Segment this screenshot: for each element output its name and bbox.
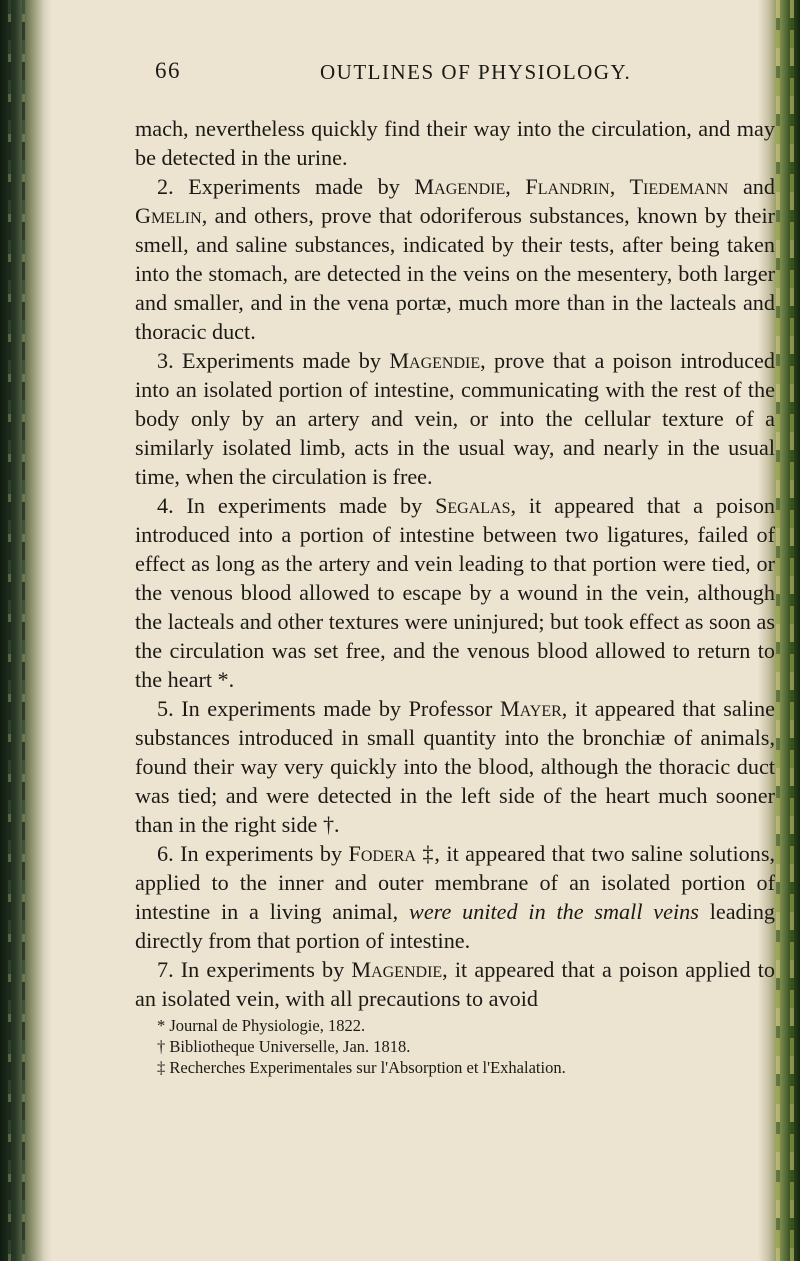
body-text xyxy=(135,114,775,1013)
scan-left-stripe xyxy=(8,0,11,1261)
paragraph-2-lead: 2. Experiments made by xyxy=(157,174,415,199)
scan-left-edge xyxy=(0,0,52,1261)
paragraph-2-and: and xyxy=(728,174,775,199)
paragraph-6-lead: 6. In experiments by xyxy=(157,841,349,866)
paragraph-7-lead: 7. In experiments by xyxy=(157,957,352,982)
paragraph-5 xyxy=(135,694,775,839)
scan-right-stripe xyxy=(790,0,794,1261)
paragraph-4-lead: 4. In experiments made by xyxy=(157,493,436,518)
paragraph-3 xyxy=(135,346,775,491)
paragraph-6 xyxy=(135,839,775,955)
paragraph-7-text: , it appeared that a poison applied to an isolated vein, with all precautions to avoid xyxy=(135,957,775,1011)
scan-left-stripe xyxy=(22,0,25,1261)
paragraph-7 xyxy=(135,955,775,1013)
paragraph-2 xyxy=(135,172,775,346)
footnote: ‡ Recherches Experimentales sur l'Absorption et l'Exhalation. xyxy=(157,1058,566,1077)
paragraph-3-text: , prove that a poison introduced into an isolated portion of intestine, communicating with the rest of the body only by an artery and vein, or into the cellular texture of a similarly isolated limb, acts in the usual way, and nearly in the usual time, when the circulation is free. xyxy=(135,348,775,489)
paragraph-continuation: mach, nevertheless quickly find their way into the circulation, and may be detected in the urine. xyxy=(135,116,775,170)
footnotes xyxy=(135,1015,775,1078)
page-number: 66 xyxy=(155,58,181,83)
paragraph-3-lead: 3. Experiments made by xyxy=(157,348,390,373)
page-header xyxy=(135,58,775,98)
paragraph-5-text: , it appeared that saline substances introduced in small quantity into the bronchiæ of animals, found their way very quickly into the blood, although the thoracic duct was tied; and were detected in the left side of the heart much sooner than in the right side †. xyxy=(135,696,775,837)
author-name: Magendie xyxy=(351,957,443,982)
footnote: * Journal de Physiologie, 1822. xyxy=(157,1016,366,1035)
paragraph-4-text: , it appeared that a poison introduced into a portion of intestine between two ligatures, failed of effect as long as the artery and vein leading to that portion were tied, or the venous blood allowed to escape by a wound in the vein, although the lacteals and other textures were uninjured; but took effect as soon as the circulation was set free, and the venous blood allowed to return to the heart *. xyxy=(135,493,776,692)
author-names: Magendie, Flandrin, Tiedemann xyxy=(414,174,729,199)
author-name: Fodera xyxy=(348,841,416,866)
paragraph-5-lead: 5. In experiments made by Professor xyxy=(157,696,500,721)
paragraph-6-text: ‡, it appeared that two saline solutions, applied to the inner and outer membrane of an isolated portion of intestine in a living animal, xyxy=(135,841,775,924)
scan-right-stripe xyxy=(776,0,780,1261)
paragraph-4 xyxy=(135,491,775,694)
author-name: Mayer xyxy=(499,696,562,721)
book-page xyxy=(135,58,775,1078)
author-name: Magendie xyxy=(389,348,481,373)
paragraph-2-text: , and others, prove that odoriferous substances, known by their smell, and saline substances, indicated by their tests, after being taken into the stomach, are detected in the veins on the mesentery, both larger and smaller, and in the vena portæ, much more than in the lacteals and thoracic duct. xyxy=(135,203,775,344)
italic-phrase: were united in the small veins xyxy=(409,899,699,924)
author-name: Gmelin xyxy=(135,203,202,228)
paragraph-6-end: leading directly from that portion of intestine. xyxy=(135,899,776,953)
running-title: OUTLINES OF PHYSIOLOGY. xyxy=(320,60,632,84)
author-name: Segalas xyxy=(435,493,511,518)
footnote: † Bibliotheque Universelle, Jan. 1818. xyxy=(157,1037,411,1056)
